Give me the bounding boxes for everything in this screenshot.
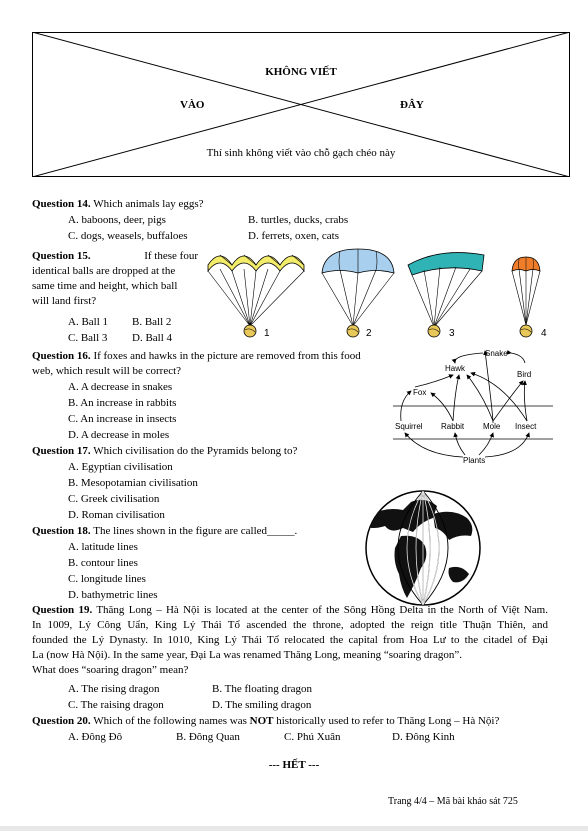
ball-label-3: 3	[449, 328, 455, 339]
parachute-2	[322, 249, 394, 337]
question-text: historically used to refer to Thăng Long – Hà Nội?	[276, 715, 500, 727]
question-text-line: identical balls are dropped at the	[32, 265, 176, 277]
question-text: Which of the following names was	[93, 715, 247, 727]
web-rabbit: Rabbit	[441, 422, 465, 431]
web-mole: Mole	[483, 422, 501, 431]
option-c: C. The raising dragon	[68, 699, 164, 711]
option-a: A. Ball 1	[68, 316, 109, 328]
web-insect: Insect	[515, 422, 537, 431]
option-a: A. The rising dragon	[68, 683, 160, 695]
bottom-rule	[0, 826, 588, 831]
option-c: C. longitude lines	[68, 573, 146, 585]
question-18	[32, 524, 297, 539]
web-snake: Snake	[485, 349, 508, 358]
option-a: A. Đông Đô	[68, 731, 123, 743]
box-note: Thí sinh không viết vào chỗ gạch chéo này	[206, 147, 396, 159]
option-d: D. A decrease in moles	[68, 429, 170, 441]
question-prompt: What does “soaring dragon” mean?	[32, 664, 189, 676]
web-bird: Bird	[517, 370, 532, 379]
option-b: B. Đông Quan	[176, 731, 240, 743]
option-d: D. ferrets, oxen, cats	[248, 230, 340, 242]
parachute-1	[208, 255, 304, 337]
question-text-line: same time and height, which ball	[32, 280, 178, 292]
ball-label-2: 2	[366, 328, 372, 339]
question-text-line: If these four	[144, 250, 198, 262]
question-number: Question 14.	[32, 198, 91, 210]
question-text-line: In 1009, Lý Công Uẩn, King Lý Thái Tổ ascended the throne, adopted the reign title Thuận Thiên, and	[32, 619, 548, 631]
option-d: D. bathymetric lines	[68, 589, 158, 601]
option-d: D. Đông Kinh	[392, 731, 455, 743]
option-d: D. Ball 4	[132, 332, 173, 344]
option-a: A. Egyptian civilisation	[68, 461, 173, 473]
question-emphasis: NOT	[249, 715, 274, 727]
option-b: B. turtles, ducks, crabs	[248, 214, 349, 226]
question-20	[32, 714, 499, 729]
box-right-text: ĐÂY	[400, 99, 424, 111]
option-c: C. An increase in insects	[68, 413, 177, 425]
page-footer: Trang 4/4 – Mã bài khảo sát 725	[388, 796, 518, 807]
parachute-4	[512, 257, 540, 337]
option-b: B. contour lines	[68, 557, 138, 569]
web-plants: Plants	[463, 456, 486, 465]
end-marker: --- HẾT ---	[268, 759, 320, 771]
globe-figure	[363, 488, 483, 608]
question-text: The lines shown in the figure are called_____.	[93, 525, 298, 537]
question-text-line: founded the Lý Dynasty. In 1010, King Lý Thái Tổ relocated the capital from Hoa Lư to the citadel of Đại	[32, 634, 548, 646]
question-number: Question 16.	[32, 350, 91, 362]
question-15	[32, 249, 198, 309]
option-a: A. baboons, deer, pigs	[68, 214, 166, 226]
web-squirrel: Squirrel	[395, 422, 423, 431]
question-number: Question 20.	[32, 715, 91, 727]
web-hawk: Hawk	[445, 364, 466, 373]
food-web-diagram	[393, 343, 553, 473]
question-14	[32, 197, 204, 212]
option-d: D. Roman civilisation	[68, 509, 165, 521]
parachutes-figure	[200, 243, 560, 348]
question-text-line: web, which result will be correct?	[32, 365, 182, 377]
question-text-line: will land first?	[32, 295, 97, 307]
question-text-line: La (now Hà Nội). In the same year, Đại La was renamed Thăng Long, meaning “soaring dragon”.	[32, 649, 463, 661]
option-d: D. The smiling dragon	[212, 699, 312, 711]
question-19	[32, 603, 548, 678]
question-text-line: If foxes and hawks in the picture are removed from this food	[93, 350, 361, 362]
option-c: C. Phú Xuân	[284, 731, 341, 743]
question-number: Question 17.	[32, 445, 91, 457]
question-text: Which animals lay eggs?	[93, 198, 204, 210]
ball-label-4: 4	[541, 328, 547, 339]
question-number: Question 18.	[32, 525, 91, 537]
option-b: B. An increase in rabbits	[68, 397, 177, 409]
ball-label-1: 1	[264, 328, 270, 339]
web-fox: Fox	[413, 388, 427, 397]
question-text-line: Thăng Long – Hà Nội is located at the center of the Sông Hồng Delta in the North of Việt Nam.	[96, 604, 548, 616]
option-c: C. Greek civilisation	[68, 493, 160, 505]
parachute-3	[408, 253, 484, 337]
question-text: Which civilisation do the Pyramids belong to?	[93, 445, 298, 457]
question-16	[32, 349, 361, 379]
option-b: B. Mesopotamian civilisation	[68, 477, 198, 489]
option-a: A. A decrease in snakes	[68, 381, 173, 393]
question-number: Question 19.	[32, 604, 93, 616]
option-a: A. latitude lines	[68, 541, 138, 553]
option-b: B. The floating dragon	[212, 683, 312, 695]
no-write-box	[32, 32, 570, 177]
box-top-text: KHÔNG VIẾT	[265, 66, 337, 78]
option-c: C. dogs, weasels, buffaloes	[68, 230, 188, 242]
box-left-text: VÀO	[180, 99, 205, 111]
option-b: B. Ball 2	[132, 316, 172, 328]
option-c: C. Ball 3	[68, 332, 108, 344]
question-number: Question 15.	[32, 250, 91, 262]
question-17	[32, 444, 297, 459]
